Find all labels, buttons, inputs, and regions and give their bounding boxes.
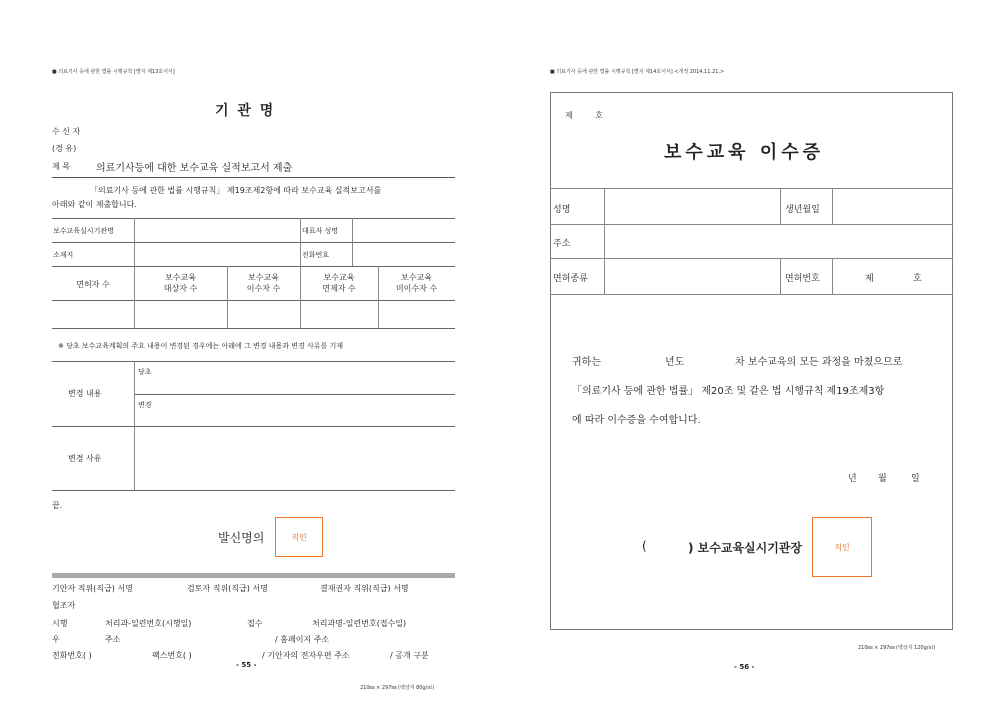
cert-body-line2: 「의료기사 등에 관한 법률」 제20조 및 같은 법 시행규칙 제19조제3항 [572, 386, 885, 397]
count-header-target: 보수교육 대상자 수 [163, 273, 198, 293]
right-form-header: ■ 의료기사 등에 관한 법률 시행규칙 [별지 제14호서식] <개정 2014.11.21.> [550, 69, 725, 75]
footer-public: / 공개 구분 [390, 651, 429, 660]
cert-body-round: 차 보수교육의 모든 과정을 마쳤으므로 [735, 357, 903, 368]
institution-name-label: 보수교육실시기관명 [53, 227, 114, 235]
report-body-line1: 「의료기사 등에 관한 법률 시행규칙」 제19조제2항에 따라 보수교육 실적보고서를 [90, 186, 382, 195]
address-label: 주소 [553, 239, 571, 249]
original-label: 당초 [138, 368, 152, 376]
name-label: 성명 [553, 205, 571, 215]
location-label: 소재지 [53, 251, 74, 259]
count-header-completed: 보수교육 이수자 수 [246, 273, 281, 293]
date-month: 월 [878, 474, 887, 484]
footer-receipt: 접수 [247, 619, 263, 628]
dob-label: 생년월일 [785, 205, 820, 215]
cert-body-you: 귀하는 [572, 357, 601, 368]
footer-homepage: / 홈페이지 주소 [275, 635, 330, 644]
cert-body-line3: 에 따라 이수증을 수여합니다. [572, 415, 701, 426]
date-year: 년 [848, 474, 857, 484]
footer-receipt-no: 처리과명-일련번호(접수일) [312, 619, 407, 628]
count-header-exempt: 보수교육 면제자 수 [322, 273, 356, 293]
cert-no-label: 제 [565, 111, 573, 120]
sender-name: 발신명의 [218, 531, 265, 545]
end-mark: 끝. [52, 501, 63, 510]
right-official-seal: 직인 [812, 517, 872, 577]
date-day: 일 [911, 474, 920, 484]
footer-email: / 기안자의 전자우편 주소 [262, 651, 350, 660]
representative-name-label: 대표자 성명 [302, 227, 339, 235]
footer-post: 우 [52, 635, 60, 644]
license-type-label: 면허종류 [553, 274, 588, 284]
left-form-header: ■ 의료기사 등에 관한 법률 시행규칙 [별지 제13호서식] [52, 69, 175, 75]
footer-approver: 결재권자 직위(직급) 서명 [320, 584, 409, 593]
footer-drafter: 기안자 직위(직급) 서명 [52, 584, 133, 593]
count-header-licensees: 면허자 수 [76, 280, 110, 289]
footer-fax: 팩스번호( ) [152, 651, 192, 660]
change-note: ※ 당초 보수교육계획의 주요 내용이 변경된 경우에는 아래에 그 변경 내용과 변경 사유를 기재 [58, 342, 343, 350]
right-paper-spec: 210㎜ × 297㎜ (백상지 120g/㎡) [858, 645, 936, 651]
recipient-label: 수 신 자 [52, 127, 81, 136]
via-label: (경 유) [52, 144, 77, 153]
subject-label: 제 목 [52, 162, 70, 171]
license-no-label: 면허번호 [785, 274, 820, 284]
issuer-title: ) 보수교육실시기관장 [688, 541, 802, 555]
left-institution-title: 기 관 명 [215, 103, 276, 119]
footer-reviewer: 검토자 직위(직급) 서명 [187, 584, 268, 593]
footer-exec-no: 처리과-일련번호(시행일) [105, 619, 192, 628]
cert-no-suffix: 호 [595, 111, 603, 120]
change-content-label: 변경 내용 [68, 389, 102, 398]
subject-text: 의료기사등에 대한 보수교육 실적보고서 제출 [96, 163, 293, 174]
change-reason-label: 변경 사유 [68, 454, 102, 463]
footer-cooperator: 협조자 [52, 601, 76, 610]
left-official-seal: 직인 [275, 517, 323, 557]
certificate-title: 보수교육 이수증 [664, 142, 824, 163]
left-paper-spec: 210㎜ × 297㎜ (백상지 80g/㎡) [360, 685, 435, 691]
count-header-incomplete: 보수교육 미이수자 수 [395, 273, 438, 293]
license-no-prefix: 제 [865, 274, 874, 284]
cert-body-year: 년도 [665, 357, 685, 368]
footer-address: 주소 [105, 635, 121, 644]
changed-label: 변경 [138, 401, 152, 409]
right-page-number: - 56 - [734, 663, 755, 671]
issuer-paren: ( [642, 539, 647, 553]
phone-label: 전화번호 [302, 251, 330, 259]
footer-exec: 시행 [52, 619, 68, 628]
license-no-suffix: 호 [913, 274, 922, 284]
report-body-line2: 아래와 같이 제출합니다. [52, 200, 137, 209]
footer-tel: 전화번호( ) [52, 651, 92, 660]
left-page-number: - 55 - [236, 661, 257, 669]
